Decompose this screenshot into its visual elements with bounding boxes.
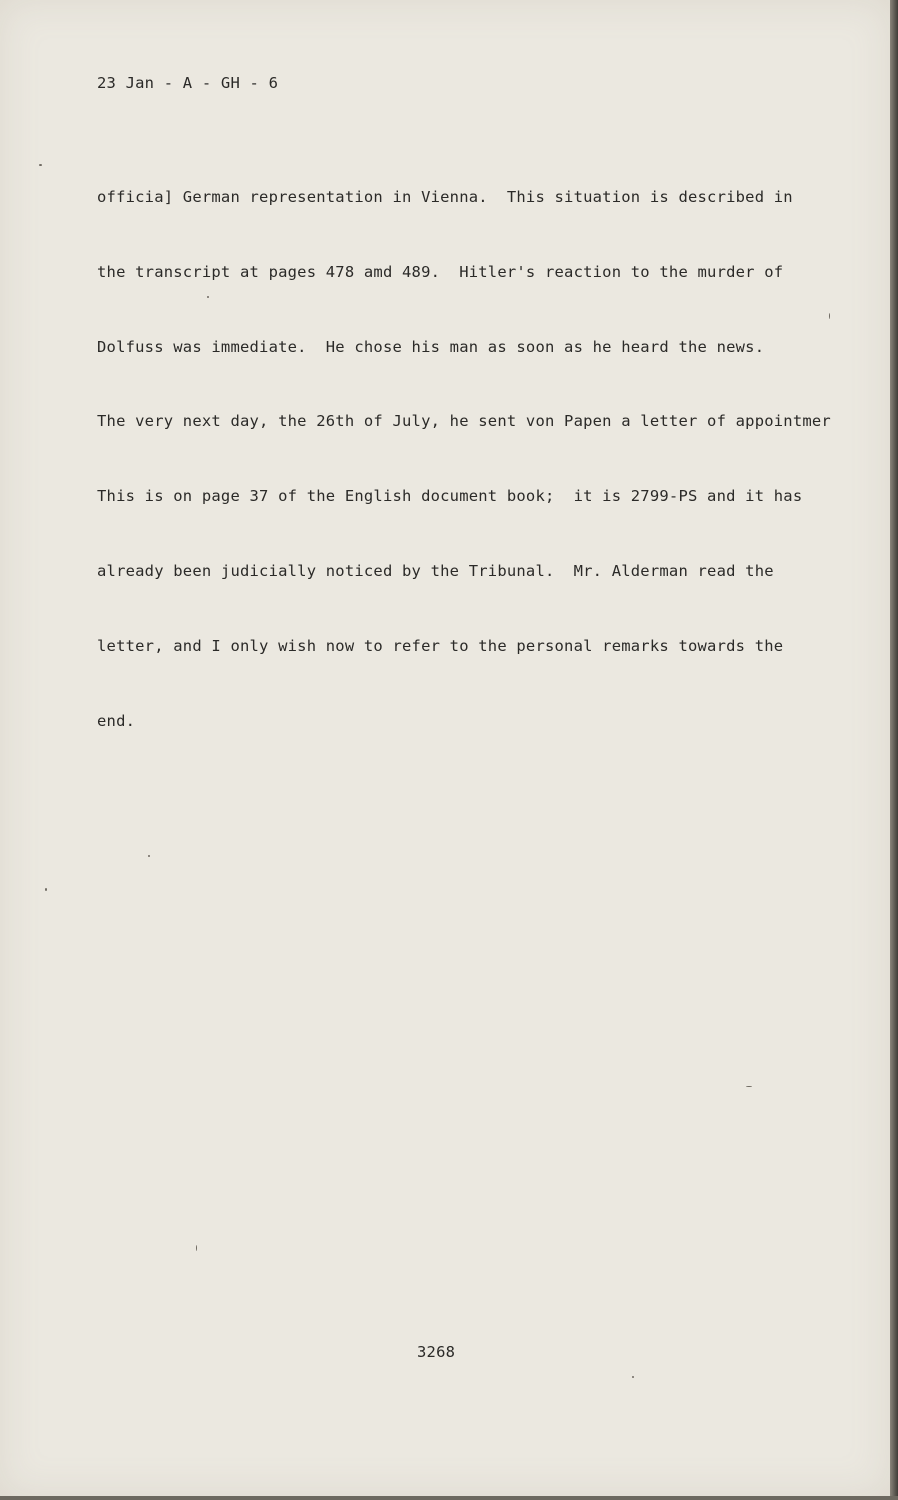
paper-speck xyxy=(148,855,150,857)
paper-speck xyxy=(196,1245,197,1251)
page-number: 3268 xyxy=(417,1343,456,1361)
body-line: officia] German representation in Vienna. This situation is described in xyxy=(97,188,793,206)
body-line: letter, and I only wish now to refer to the personal remarks towards the xyxy=(97,636,784,655)
paper-speck xyxy=(829,313,830,319)
body-text xyxy=(97,149,831,783)
paper-speck xyxy=(39,164,42,166)
paper-speck xyxy=(632,1376,634,1378)
paper-speck xyxy=(746,1086,752,1087)
paper-speck xyxy=(207,296,209,298)
paper-bottom-edge xyxy=(0,1496,898,1500)
body-line: end. xyxy=(97,711,136,730)
paper-edge xyxy=(890,0,898,1500)
body-line: already been judicially noticed by the Tribunal. Mr. Alderman read the xyxy=(97,561,774,580)
page-header: 23 Jan - A - GH - 6 xyxy=(97,74,279,92)
body-line: the transcript at pages 478 amd 489. Hitler's reaction to the murder of xyxy=(97,262,784,281)
body-line: The very next day, the 26th of July, he sent von Papen a letter of appointmer xyxy=(97,412,831,431)
body-line: This is on page 37 of the English document book; it is 2799-PS and it has xyxy=(97,487,803,506)
body-line: Dolfuss was immediate. He chose his man as soon as he heard the news. xyxy=(97,337,765,356)
paper-speck xyxy=(45,888,47,891)
